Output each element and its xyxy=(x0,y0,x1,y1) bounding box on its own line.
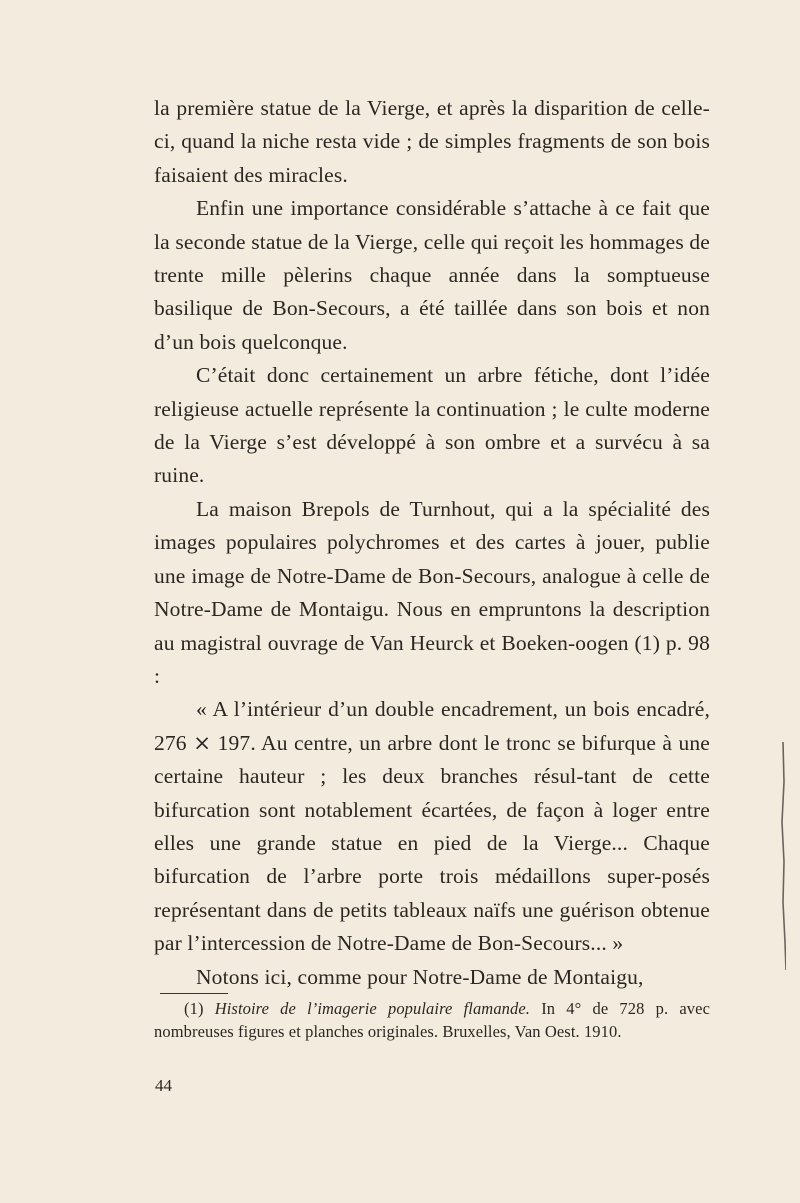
footnote-reference: (1) xyxy=(634,630,661,655)
paragraph-2-text: Enfin une importance considérable s’attache à ce fait que la seconde statue de la Vierge, celle qui reçoit les hommages de trente mille pèlerins chaque année dans la somptueuse basilique de Bon-Secours, a été taillée dans son bois et non d’un bois quelconque. xyxy=(154,196,710,354)
paragraph-2 xyxy=(154,192,710,359)
footnote xyxy=(154,997,710,1043)
paragraph-4-tail: p. 98 : xyxy=(154,630,710,688)
paragraph-6-text: Notons ici, comme pour Notre-Dame de Montaigu, xyxy=(196,964,644,989)
paragraph-4 xyxy=(154,493,710,693)
paragraph-1 xyxy=(154,92,710,192)
page-number: 44 xyxy=(155,1076,172,1095)
footnote-text: In 4° de 728 p. avec nombreuses figures et planches originales. Bruxelles, Van Oest. 1910. xyxy=(154,999,711,1041)
paragraph-5-quotation xyxy=(154,693,710,960)
paragraph-3 xyxy=(154,359,710,493)
body-text xyxy=(154,92,710,994)
footnote-title: Histoire de l’imagerie populaire flamande. xyxy=(214,999,531,1018)
paragraph-6 xyxy=(154,961,710,994)
footnote-marker: (1) xyxy=(184,999,204,1018)
footnote-divider xyxy=(160,993,228,994)
paragraph-4-text: La maison Brepols de Turnhout, qui a la spécialité des images populaires polychromes et des cartes à jouer, publie une image de Notre-Dame de Bon-Secours, analogue à celle de Notre-Dame de Montaigu. Nous en empruntons la description au magistral ouvrage de Van Heurck et Boeken-oogen xyxy=(154,496,710,655)
page-edge-shadow xyxy=(780,742,786,970)
paragraph-3-text: C’était donc certainement un arbre fétiche, dont l’idée religieuse actuelle représente la continuation ; le culte moderne de la Vierge s’est développé à son ombre et a survécu à sa ruine. xyxy=(154,363,710,488)
paragraph-1-text: la première statue de la Vierge, et après la disparition de celle-ci, quand la niche resta vide ; de simples fragments de son bois faisaient des miracles. xyxy=(154,96,710,187)
paragraph-5-text: « A l’intérieur d’un double encadrement, un bois encadré, 276 ⨯ 197. Au centre, un arbre dont le tronc se bifurque à une certaine hauteur ; les deux branches résul-tant de cette bifurcation sont notablement écartées, de façon à loger entre elles une grande statue en pied de la Vierge... Chaque bifurcation de l’arbre porte trois médaillons super-posés représentant dans de petits tableaux naïfs une guérison obtenue par l’intercession de Notre-Dame de Bon-Secours... » xyxy=(154,697,710,956)
